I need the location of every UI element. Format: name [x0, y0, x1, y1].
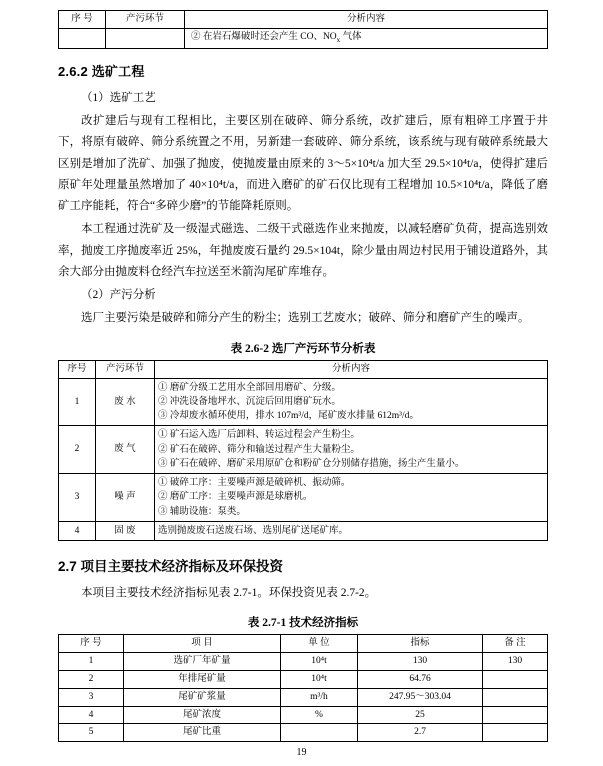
paragraph-262-2: 本工程通过洗矿及一级湿式磁选、二级干式磁选作业来抛废，以减轻磨矿负荷，提高选别效率，抛废工序抛废率近 25%，年抛废废石量约 29.5×104t，除少量由周边村民用于铺设道路外，其余大部分由抛废料仓经汽车拉送至米箭沟尾矿库堆存。 — [58, 223, 548, 278]
table-row — [59, 378, 548, 426]
column-header-no: 序号 — [59, 360, 96, 378]
cell-item: 选矿厂年矿量 — [124, 653, 281, 671]
table-262-wrapper — [58, 360, 548, 541]
column-header-content: 分析内容 — [185, 11, 548, 29]
cell-no: 3 — [59, 474, 96, 522]
cell-no: 1 — [59, 653, 124, 671]
table-header-row — [59, 635, 548, 653]
cell-item: 年排尾矿量 — [124, 670, 281, 688]
column-header-remark: 备 注 — [483, 635, 548, 653]
section-heading-27: 2.7 项目主要技术经济指标及环保投资 — [58, 559, 284, 575]
cell-link: 噪 声 — [96, 474, 155, 522]
cell-index: 25 — [358, 706, 483, 724]
cell-link: 固 废 — [96, 521, 155, 540]
cell-line: ③ 辅助设施：泵类。 — [158, 506, 246, 517]
cell-content — [155, 474, 548, 522]
top-continuation-table-wrapper — [58, 10, 548, 49]
column-header-unit: 单 位 — [281, 635, 358, 653]
table-header-row — [59, 11, 548, 29]
table-row — [59, 724, 548, 742]
cell-remark — [483, 724, 548, 742]
cell-content — [185, 28, 548, 48]
table-row — [59, 28, 548, 48]
cell-line: ① 磨矿分级工艺用水全部回用磨矿、分级。 — [158, 382, 341, 393]
cell-unit: m³/h — [281, 688, 358, 706]
page-number: 19 — [296, 747, 307, 758]
cell-no: 3 — [59, 688, 124, 706]
cell-index: 64.76 — [358, 670, 483, 688]
table-row — [59, 688, 548, 706]
top-continuation-table — [58, 10, 548, 49]
cell-line: ① 矿石运入选厂后卸料、转运过程会产生粉尘。 — [158, 430, 360, 441]
table-row — [59, 670, 548, 688]
paragraph-262-3: 选厂主要污染是破碎和筛分产生的粉尘；选别工艺废水；破碎、筛分和磨矿产生的噪声。 — [81, 312, 530, 325]
page-content — [58, 10, 548, 744]
cell-item: 尾矿矿浆量 — [124, 688, 281, 706]
cell-link: 废 水 — [96, 378, 155, 426]
cell-item: 尾矿比重 — [124, 724, 281, 742]
paragraph-27-1: 本项目主要技术经济指标见表 2.7-1。环保投资见表 2.7-2。 — [81, 587, 377, 600]
cell-link — [106, 28, 185, 48]
cell-content — [155, 521, 548, 540]
column-header-content: 分析内容 — [155, 360, 548, 378]
cell-no: 1 — [59, 378, 96, 426]
column-header-item: 项 目 — [124, 635, 281, 653]
cell-index: 2.7 — [358, 724, 483, 742]
cell-remark — [483, 670, 548, 688]
table-caption-271: 表 2.7-1 技术经济指标 — [247, 617, 359, 630]
cell-unit — [281, 724, 358, 742]
cell-remark: 130 — [483, 653, 548, 671]
table-271 — [58, 634, 548, 742]
cell-line: 选别抛废废石送废石场、选别尾矿送尾矿库。 — [158, 525, 349, 536]
cell-no: 4 — [59, 521, 96, 540]
cell-no: 2 — [59, 670, 124, 688]
cell-unit: 10⁴t — [281, 653, 358, 671]
table-271-wrapper — [58, 634, 548, 742]
cell-no: 5 — [59, 724, 124, 742]
cell-unit: 10⁴t — [281, 670, 358, 688]
cell-link: 废 气 — [96, 426, 155, 474]
cell-line: ① 破碎工序：主要噪声源是破碎机、振动筛。 — [158, 478, 351, 489]
cell-line: ② 矿石在破碎、筛分和输送过程产生大量粉尘。 — [158, 444, 360, 455]
column-header-link: 产污环节 — [106, 11, 185, 29]
column-header-no: 序 号 — [59, 11, 106, 29]
cell-line: ② 磨矿工序：主要噪声源是球磨机。 — [158, 492, 313, 503]
cell-no — [59, 28, 106, 48]
cell-content — [155, 426, 548, 474]
column-header-index: 指标 — [358, 635, 483, 653]
cell-remark — [483, 706, 548, 724]
cell-index: 247.95～303.04 — [358, 688, 483, 706]
cell-index: 130 — [358, 653, 483, 671]
subsection-label-1: （1）选矿工艺 — [81, 91, 156, 104]
cell-content-text: ② 在岩石爆破时还会产生 CO、$NO_x$ 气体 — [191, 32, 362, 44]
table-row — [59, 653, 548, 671]
cell-item: 尾矿浓度 — [124, 706, 281, 724]
cell-no: 2 — [59, 426, 96, 474]
table-row — [59, 474, 548, 522]
paragraph-262-1: 改扩建后与现有工程相比，主要区别在破碎、筛分系统，改扩建后，原有粗碎工序置于井下，将原有破碎、筛分系统置之不用，另新建一套破碎、筛分系统，该系统与现有破碎系统最大区别是增加了洗矿、加强了抛废，使抛废量由原来的 3～5×10⁴t/a 加大至 29.5×10⁴t/a，使得扩建后原矿年处理量虽然增加了 40×10⁴t/a，而进入磨矿的矿石仅比现有工程增加 10.5×10⁴t/a，降低了磨矿工序能耗，符合“多碎少磨”的节能降耗原则。 — [58, 115, 548, 213]
cell-content — [155, 378, 548, 426]
cell-unit: % — [281, 706, 358, 724]
cell-remark — [483, 688, 548, 706]
subsection-label-2: （2）产污分析 — [81, 289, 156, 302]
column-header-link: 产污环节 — [96, 360, 155, 378]
cell-line: ② 冲洗设备地坪水、沉淀后回用磨矿玩水。 — [158, 396, 341, 407]
table-262 — [58, 360, 548, 541]
column-header-no: 序 号 — [59, 635, 124, 653]
table-caption-262: 表 2.6-2 选厂产污环节分析表 — [230, 342, 376, 355]
table-row — [59, 706, 548, 724]
table-header-row — [59, 360, 548, 378]
table-row — [59, 521, 548, 540]
table-row — [59, 426, 548, 474]
cell-line: ③ 冷却废水循环使用，排水 107m³/d，尾矿废水排量 612m³/d。 — [158, 411, 419, 422]
cell-no: 4 — [59, 706, 124, 724]
cell-line: ③ 矿石在破碎、磨矿采用原矿仓和粉矿仓分别储存措施，扬尘产生量小。 — [158, 458, 465, 469]
section-heading-262: 2.6.2 选矿工程 — [58, 63, 145, 79]
